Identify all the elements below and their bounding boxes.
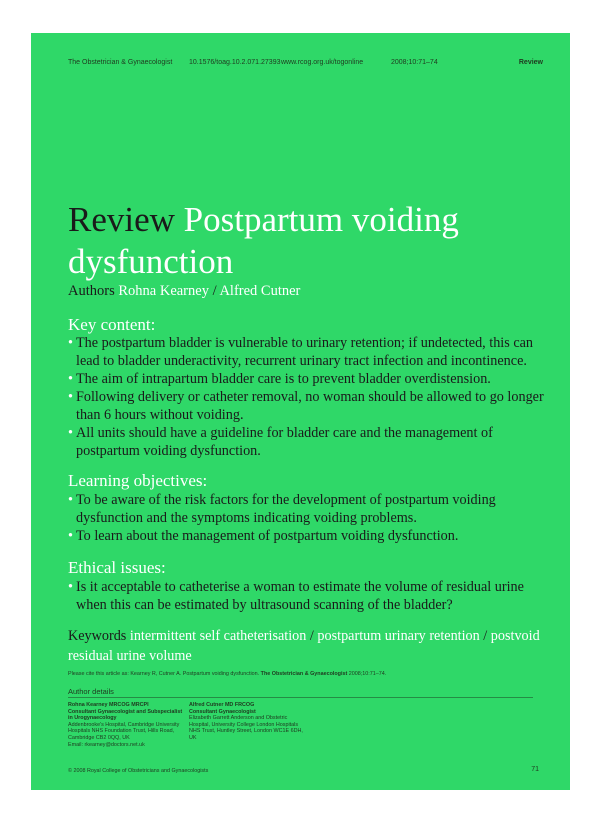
keyword-link[interactable]: intermittent self catheterisation: [129, 628, 307, 644]
keyword-link[interactable]: postpartum urinary retention: [317, 628, 480, 644]
bullet-icon: •: [68, 371, 73, 387]
author-detail-role: Consultant Gynaecologist: [189, 708, 256, 715]
ethical-issues-heading: Ethical issues:: [68, 558, 166, 577]
author-details-column: [68, 702, 183, 748]
author-detail-name: Alfred Cutner MD FRCOG: [189, 702, 255, 708]
author-separator: /: [212, 283, 217, 299]
header-url[interactable]: www.rcog.org.uk/togonline: [281, 59, 364, 66]
citation-line: Please cite this article as: Kearney R, Cutner A. Postpartum voiding dysfunction. The Obstetrician & Gynaecologist 2008;10:71–74.: [68, 671, 387, 677]
list-item: • To learn about the management of postpartum voiding dysfunction.: [68, 528, 459, 544]
keyword-link[interactable]: postvoid residual urine volume: [68, 628, 540, 664]
keywords: [68, 626, 558, 666]
article-page: [31, 33, 570, 790]
key-content-heading: Key content:: [68, 315, 156, 334]
bullet-icon: •: [68, 492, 73, 508]
bullet-icon: •: [68, 528, 73, 544]
list-item: • Is it acceptable to catheterise a woman to estimate the volume of residual urine when this can be estimated by ultrasound scanning of the bladder?: [68, 579, 524, 613]
article-title: [68, 199, 538, 283]
header-doi[interactable]: 10.1576/toag.10.2.071.27393: [189, 59, 281, 66]
authors-line: [68, 283, 300, 300]
author-detail-role: Consultant Gynaecologist and Subspecialist in Urogynaecology: [68, 708, 183, 722]
bullet-icon: •: [68, 389, 73, 405]
header-section: Review: [518, 59, 543, 66]
bullet-icon: •: [68, 425, 73, 441]
author-details-divider: [68, 697, 533, 698]
authors-label: Authors: [68, 283, 115, 299]
list-item: • All units should have a guideline for bladder care and the management of postpartum voiding dysfunction.: [68, 425, 493, 459]
author-detail-address: Elizabeth Garrett Anderson and Obstetric Hospital, University College London Hospitals NHS Trust, Huntley Street, London WC1E 6DH, UK: [189, 715, 303, 741]
header-issue: 2008;10:71–74: [391, 59, 438, 66]
author-detail-email[interactable]: Email: rkearney@doctors.net.uk: [68, 741, 145, 748]
author-details-label: Author details: [68, 687, 114, 696]
title-label: Review: [68, 200, 175, 239]
author-name[interactable]: Alfred Cutner: [219, 283, 301, 299]
bullet-icon: •: [68, 335, 73, 351]
title-text: Postpartum voiding dysfunction: [68, 200, 459, 281]
list-item: • Following delivery or catheter removal, no woman should be allowed to go longer than 6 hours without voiding.: [68, 389, 544, 423]
bullet-icon: •: [68, 579, 73, 595]
author-details-column: [189, 702, 304, 742]
keyword-separator: /: [483, 628, 488, 644]
learning-objectives-list: [68, 491, 548, 545]
learning-objectives-heading: Learning objectives:: [68, 471, 208, 490]
list-item: • The postpartum bladder is vulnerable to urinary retention; if undetected, this can lead to bladder underactivity, recurrent urinary tract infection and incontinence.: [68, 335, 534, 369]
list-item: • The aim of intrapartum bladder care is to prevent bladder overdistension.: [68, 371, 491, 387]
list-item: • To be aware of the risk factors for the development of postpartum voiding dysfunction and the symptoms indicating voiding problems.: [68, 492, 496, 526]
header-journal: The Obstetrician & Gynaecologist: [68, 59, 173, 66]
key-content-list: [68, 334, 548, 460]
author-detail-name: Rohna Kearney MRCOG MRCPI: [68, 702, 149, 708]
author-name[interactable]: Rohna Kearney: [118, 283, 209, 299]
keywords-label: Keywords: [68, 628, 127, 644]
ethical-issues-list: [68, 578, 548, 614]
footer-copyright: © 2008 Royal College of Obstetricians and Gynaecologists: [68, 768, 209, 774]
keyword-separator: /: [309, 628, 314, 644]
page-number: 71: [531, 766, 539, 773]
citation-journal: The Obstetrician & Gynaecologist: [260, 671, 348, 677]
author-detail-address: Addenbrooke's Hospital, Cambridge University Hospitals NHS Foundation Trust, Hills Road, Cambridge CB2 0QQ, UK: [68, 721, 180, 741]
